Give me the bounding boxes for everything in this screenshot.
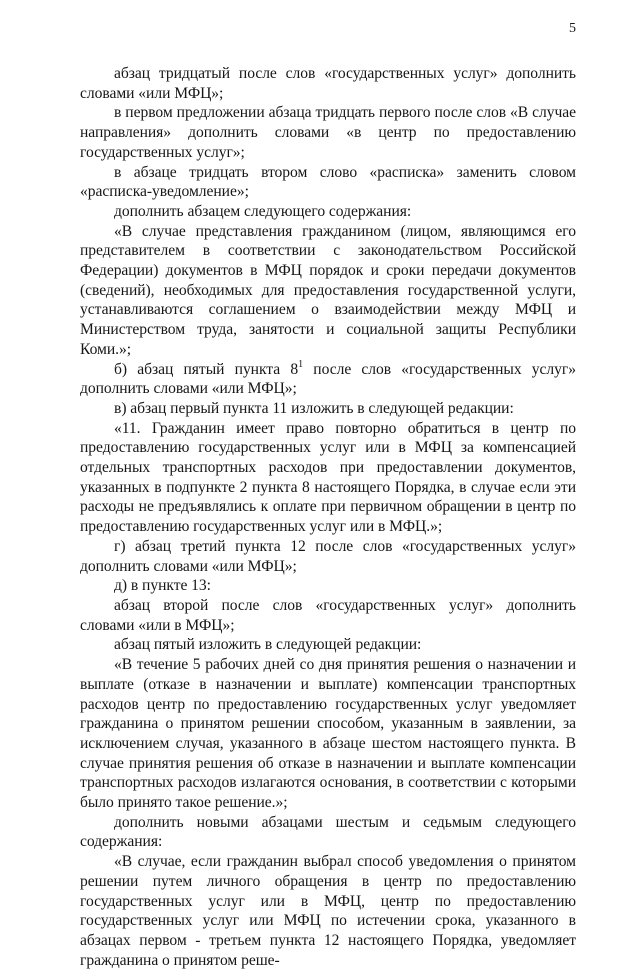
paragraph-3: в абзаце тридцать втором слово «расписка» заменить словом «расписка-уведомление»; — [80, 163, 576, 201]
paragraph-add-sixth-seventh: дополнить новыми абзацами шестым и седьмым следующего содержания: — [80, 813, 576, 851]
paragraph-1: абзац тридцатый после слов «государственных услуг» дополнить словами «или МФЦ»; — [80, 65, 576, 102]
page-number: 5 — [569, 21, 576, 36]
paragraph-b-text-end: после слов «государственных услуг» дополнить словами «или МФЦ»; — [80, 360, 576, 398]
paragraph-2: в первом предложении абзаца тридцать первого после слов «В случае направления» дополнить словами «в центр по предоставлению государственных услуг»; — [80, 104, 576, 161]
paragraph-5: «В случае представления гражданином (лицом, являющимся его представителем в соответствии с законодательством Российской Федерации) документов в МФЦ порядок и сроки передачи документов (сведений), необходимых для предоставления государственной услуги, устанавливаются соглашением о взаимодействии между МФЦ и Министерством труда, занятости и социальной защиты Республики Коми.»; — [80, 222, 576, 358]
paragraph-d: д) в пункте 13: — [114, 577, 211, 595]
paragraph-fifth-quote: «В течение 5 рабочих дней со дня принятия решения о назначении и выплате (отказе в назначении и выплате) компенсации транспортных расходов центр по предоставлению государственных услуг уведомляет гражданина о принятом решении способом, указанным в заявлении, за исключением случая, указанного в абзаце шестом настоящего пункта. В случае принятия решения об отказе в назначении и выплате компенсации транспортных расходов излагаются основания, в соответствии с которыми было принято такое решение.»; — [80, 656, 576, 812]
paragraph-11-quote: «11. Гражданин имеет право повторно обратиться в центр по предоставлению государственных услуг или в МФЦ за компенсацией отдельных транспортных расходов при предоставлении документов, указанных в подпункте 2 пункта 8 настоящего Порядка, в случае если эти расходы не предъявлялись к оплате при первичном обращении в центр по предоставлению государственных услуг или в МФЦ.»; — [80, 419, 576, 536]
paragraph-sixth-quote: «В случае, если гражданин выбрал способ уведомления о принятом решении путем личного обращения в центр по предоставлению государственных услуг или в МФЦ, центр по предоставлению государственных услуг или МФЦ по истечении срока, указанного в абзацах первом - третьем пункта 12 настоящего Порядка, уведомляет гражданина о принятом реше- — [80, 853, 576, 969]
paragraph-b-text-start: б) абзац пятый пункта 8 — [114, 360, 299, 378]
paragraph-b — [80, 360, 576, 399]
paragraph-g: г) абзац третий пункта 12 после слов «государственных услуг» дополнить словами «или МФЦ»; — [80, 537, 576, 575]
paragraph-d-fifth: абзац пятый изложить в следующей редакции: — [114, 636, 422, 654]
paragraph-4: дополнить абзацем следующего содержания: — [114, 202, 412, 220]
paragraph-d-second: абзац второй после слов «государственных услуг» дополнить словами «или в МФЦ»; — [80, 596, 576, 634]
paragraph-v: в) абзац первый пункта 11 изложить в следующей редакции: — [114, 399, 514, 417]
superscript-index: 1 — [298, 358, 304, 370]
document-body — [80, 64, 576, 970]
